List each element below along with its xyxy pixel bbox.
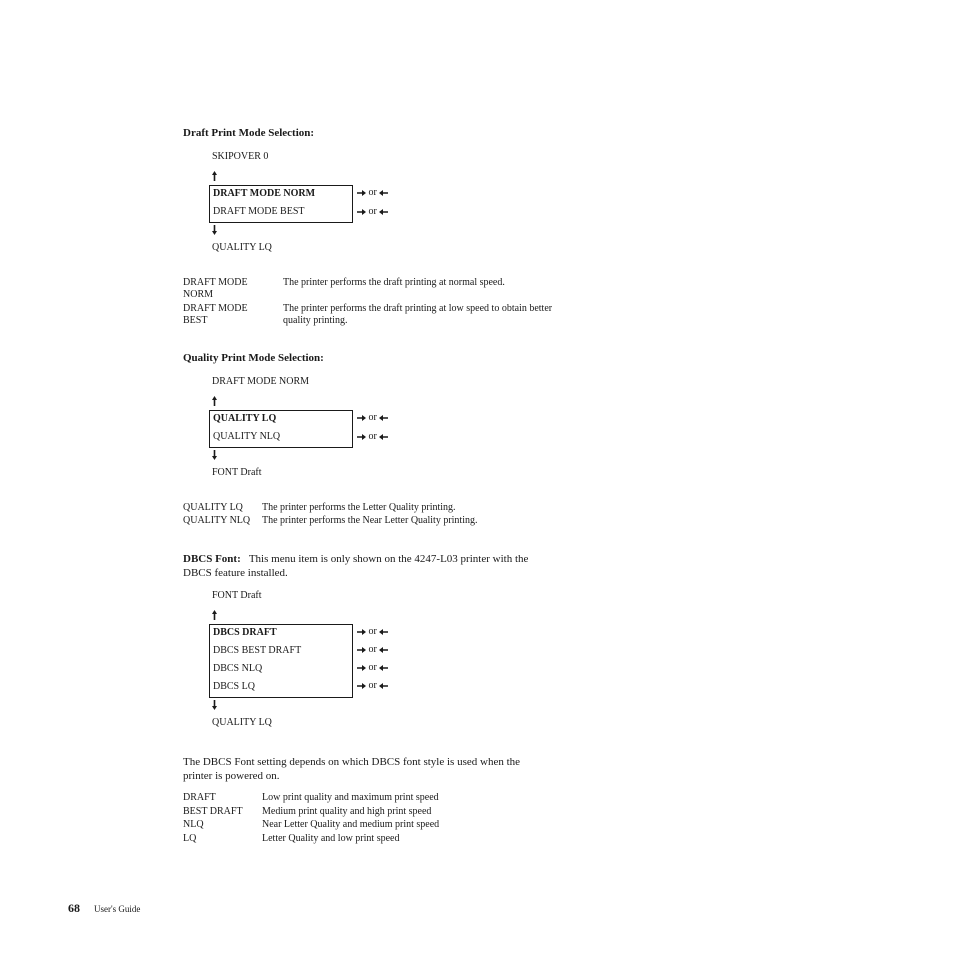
left-arrow-icon [379,683,388,689]
menu-option-box [209,624,353,698]
menu-prev-item: FONT Draft [212,590,262,601]
nav-or-text: or [368,680,377,691]
definition-description: Letter Quality and low print speed [262,833,400,844]
nav-hint [357,431,388,442]
definition-term: QUALITY NLQ [183,515,251,526]
left-arrow-icon [379,665,388,671]
right-arrow-icon [357,683,366,689]
definition-description: The printer performs the Near Letter Quality printing. [262,515,478,526]
section-heading-quality-mode: Quality Print Mode Selection: [183,352,324,364]
definition-description: Near Letter Quality and medium print speed [262,819,440,830]
definition-term: DRAFT [183,792,216,803]
nav-hint [357,662,388,673]
left-arrow-icon [379,209,388,215]
definition-description: quality printing. [283,315,348,326]
right-arrow-icon [357,190,366,196]
menu-prev-item: DRAFT MODE NORM [212,376,310,387]
section-heading-draft-mode: Draft Print Mode Selection: [183,127,315,139]
definition-term: DRAFT MODE [183,277,248,288]
up-arrow-icon [212,396,217,406]
left-arrow-icon [379,647,388,653]
definition-description: Medium print quality and high print speed [262,806,432,817]
note-line: printer is powered on. [183,770,280,782]
menu-option-quality-lq: QUALITY LQ [213,413,277,424]
menu-option-dbcs-lq: DBCS LQ [213,681,255,692]
definition-term: QUALITY LQ [183,502,243,513]
nav-hint [357,187,388,198]
definition-term: BEST [183,315,208,326]
right-arrow-icon [357,434,366,440]
right-arrow-icon [357,209,366,215]
nav-or-text: or [368,662,377,673]
menu-option-box [209,410,353,448]
definition-description: Low print quality and maximum print speed [262,792,439,803]
nav-or-text: or [368,187,377,198]
section-heading-dbcs-font: DBCS Font: [183,553,241,565]
down-arrow-icon [212,700,217,710]
menu-option-dbcs-nlq: DBCS NLQ [213,663,263,674]
left-arrow-icon [379,629,388,635]
menu-next-item: FONT Draft [212,467,262,478]
menu-option-quality-nlq: QUALITY NLQ [213,431,281,442]
nav-or-text: or [368,431,377,442]
nav-or-text: or [368,412,377,423]
menu-option-dbcs-best-draft: DBCS BEST DRAFT [213,645,302,656]
section-intro-line: DBCS feature installed. [183,567,288,579]
section-intro-line: This menu item is only shown on the 4247-L03 printer with the [248,553,529,565]
definition-description: The printer performs the Letter Quality printing. [262,502,456,513]
right-arrow-icon [357,665,366,671]
definition-term: BEST DRAFT [183,806,243,817]
right-arrow-icon [357,629,366,635]
definition-term: NORM [183,289,214,300]
note-line: The DBCS Font setting depends on which DBCS font style is used when the [183,756,521,768]
right-arrow-icon [357,415,366,421]
definition-description: The printer performs the draft printing at low speed to obtain better [283,303,553,314]
up-arrow-icon [212,610,217,620]
section-intro [183,552,528,566]
definition-term: NLQ [183,819,204,830]
menu-option-box [209,185,353,223]
up-arrow-icon [212,171,217,181]
left-arrow-icon [379,415,388,421]
book-title: User's Guide [94,904,141,914]
menu-option-dbcs-draft: DBCS DRAFT [213,627,277,638]
nav-hint [357,644,388,655]
menu-option-draft-mode-best: DRAFT MODE BEST [213,206,305,217]
left-arrow-icon [379,190,388,196]
menu-prev-item: SKIPOVER 0 [212,151,269,162]
nav-hint [357,626,388,637]
menu-next-item: QUALITY LQ [212,242,272,253]
left-arrow-icon [379,434,388,440]
nav-hint [357,206,388,217]
down-arrow-icon [212,450,217,460]
definition-term: LQ [183,833,197,844]
nav-or-text: or [368,206,377,217]
nav-hint [357,680,388,691]
nav-or-text: or [368,626,377,637]
down-arrow-icon [212,225,217,235]
definition-description: The printer performs the draft printing at normal speed. [283,277,505,288]
menu-next-item: QUALITY LQ [212,717,272,728]
right-arrow-icon [357,647,366,653]
definition-term: DRAFT MODE [183,303,248,314]
nav-or-text: or [368,644,377,655]
page-number: 68 [68,901,80,915]
menu-option-draft-mode-norm: DRAFT MODE NORM [213,188,316,199]
nav-hint [357,412,388,423]
